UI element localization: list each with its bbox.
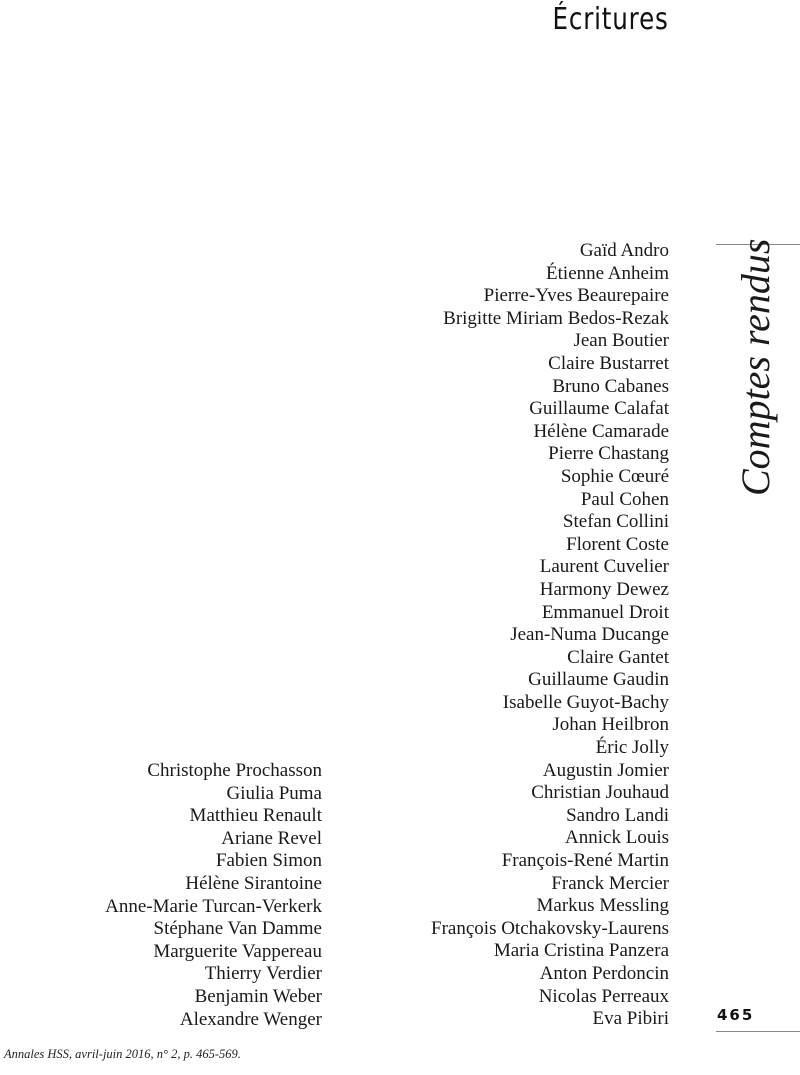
contributor-name: Claire Bustarret <box>548 352 669 374</box>
contributor-name: Gaïd Andro <box>579 240 669 261</box>
contributor-name: Annick Louis <box>565 827 669 849</box>
contributor-name: Sandro Landi <box>566 804 669 826</box>
contributor-name: Claire Gantet <box>567 646 669 668</box>
contributor-name: Stéphane Van Damme <box>153 918 322 940</box>
left-name-column <box>105 760 322 1031</box>
contributor-name: Christophe Prochasson <box>147 760 322 781</box>
contributor-name: Ariane Revel <box>221 827 322 849</box>
contributor-name: Emmanuel Droit <box>541 601 669 623</box>
contributor-name: Matthieu Renault <box>189 805 322 827</box>
contributor-name: Benjamin Weber <box>194 985 322 1007</box>
contributor-name: Giulia Puma <box>226 782 322 804</box>
contributor-name: Sophie Cœuré <box>560 465 669 487</box>
contributor-name: Christian Jouhaud <box>531 782 669 804</box>
contributor-name: Stefan Collini <box>562 511 669 533</box>
contributor-name: Guillaume Calafat <box>529 398 669 420</box>
section-title: Écritures <box>552 2 669 37</box>
contributor-name: Hélène Sirantoine <box>185 872 322 894</box>
footer-citation: Annales HSS, avril-juin 2016, n° 2, p. 465-569. <box>4 1047 241 1061</box>
contributor-name: Alexandre Wenger <box>179 1008 322 1030</box>
contributor-name: Isabelle Guyot-Bachy <box>502 691 669 713</box>
contributor-name: Étienne Anheim <box>546 262 669 284</box>
contributor-name: François Otchakovsky-Laurens <box>431 917 669 939</box>
contributor-name: Laurent Cuvelier <box>539 556 669 578</box>
contributor-name: Florent Coste <box>566 533 669 555</box>
contributor-name: Eva Pibiri <box>592 1008 669 1030</box>
contributor-name: Franck Mercier <box>551 872 669 894</box>
contributor-name: Pierre-Yves Beaurepaire <box>483 285 669 307</box>
contributor-name: Hélène Camarade <box>533 420 669 442</box>
right-name-column <box>431 240 669 1031</box>
contributor-name: Harmony Dewez <box>539 578 669 600</box>
contributor-name: Fabien Simon <box>215 850 322 872</box>
contributor-name: Maria Cristina Panzera <box>493 940 669 962</box>
contributor-name: Pierre Chastang <box>548 443 669 465</box>
contributor-name: François-René Martin <box>501 850 669 872</box>
contributor-name: Marguerite Vappereau <box>153 940 322 962</box>
contributor-name: Thierry Verdier <box>204 963 322 985</box>
contributor-name: Brigitte Miriam Bedos-Rezak <box>443 307 669 329</box>
contributor-name: Paul Cohen <box>580 488 669 510</box>
contributor-name: Bruno Cabanes <box>552 375 669 397</box>
contributor-name: Johan Heilbron <box>552 714 669 736</box>
contributor-name: Markus Messling <box>536 895 669 917</box>
contributor-name: Nicolas Perreaux <box>538 985 669 1007</box>
contributor-name: Éric Jolly <box>595 737 669 759</box>
contributor-name: Jean-Numa Ducange <box>510 624 669 646</box>
contributor-name: Jean Boutier <box>573 330 669 352</box>
contributor-name: Augustin Jomier <box>542 759 669 781</box>
contributor-name: Anton Perdoncin <box>539 963 669 984</box>
page-number: 465 <box>717 1006 755 1024</box>
side-rule-bottom <box>716 1031 800 1032</box>
contributor-name: Anne-Marie Turcan-Verkerk <box>105 895 322 917</box>
side-section-label: Comptes rendus <box>733 238 778 496</box>
contributor-name: Guillaume Gaudin <box>528 669 669 691</box>
